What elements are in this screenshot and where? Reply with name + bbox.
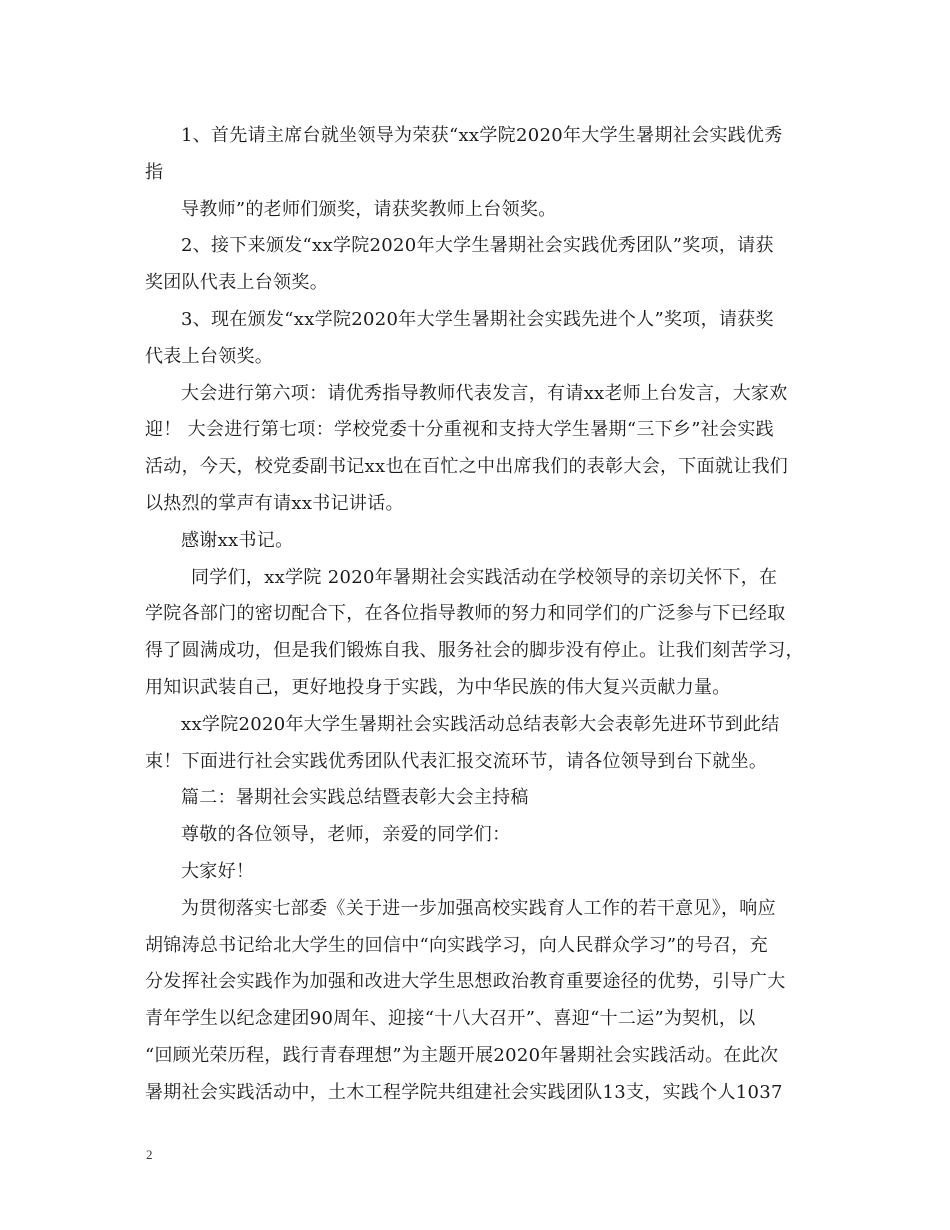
text-line: “回顾光荣历程，践行青春理想”为主题开展2020年暑期社会实践活动。在此次 [145, 1044, 779, 1066]
text-line: 束！下面进行社会实践优秀团队代表汇报交流环节，请各位领导到台下就坐。 [145, 750, 768, 772]
text-line: 得了圆满成功，但是我们锻炼自我、服务社会的脚步没有停止。让我们刻苦学习， [145, 640, 804, 662]
text-line: 同学们，xx学院 2020年暑期社会实践活动在学校领导的亲切关怀下，在 [191, 566, 778, 588]
text-line: 胡锦涛总书记给北大学生的回信中“向实践学习，向人民群众学习”的号召，充 [145, 934, 768, 956]
text-line: 奖团队代表上台领奖。 [145, 272, 328, 294]
text-line: 暑期社会实践活动中，土木工程学院共组建社会实践团队13支，实践个人1037 [145, 1081, 783, 1103]
text-line: 导教师”的老师们颁奖，请获奖教师上台领奖。 [181, 198, 557, 220]
text-line: 为贯彻落实七部委《关于进一步加强高校实践育人工作的若干意见》，响应 [181, 897, 776, 919]
text-line: 大家好！ [181, 860, 255, 882]
text-line: xx学院2020年大学生暑期社会实践活动总结表彰大会表彰先进环节到此结 [181, 713, 780, 735]
text-line: 感谢xx书记。 [181, 529, 294, 551]
text-line: 活动，今天，校党委副书记xx也在百忙之中出席我们的表彰大会，下面就让我们 [145, 456, 789, 478]
text-line: 大会进行第六项：请优秀指导教师代表发言，有请xx老师上台发言，大家欢 [181, 382, 788, 404]
text-line: 用知识武装自己，更好地投身于实践，为中华民族的伟大复兴贡献力量。 [145, 676, 731, 698]
text-line: 篇二：暑期社会实践总结暨表彰大会主持稿 [181, 787, 529, 809]
text-line: 2、接下来颁发“xx学院2020年大学生暑期社会实践优秀团队”奖项，请获 [181, 235, 774, 257]
text-line: 迎！ 大会进行第七项：学校党委十分重视和支持大学生暑期“三下乡”社会实践 [145, 419, 774, 441]
text-line: 代表上台领奖。 [145, 345, 274, 367]
text-line: 学院各部门的密切配合下，在各位指导教师的努力和同学们的广泛参与下已经取 [145, 603, 786, 625]
page-number: 2 [146, 1147, 153, 1162]
text-line: 3、现在颁发“xx学院2020年大学生暑期社会实践先进个人”奖项，请获奖 [181, 308, 774, 330]
text-line: 以热烈的掌声有请xx书记讲话。 [145, 492, 404, 514]
text-line: 1、首先请主席台就坐领导为荣获“xx学院2020年大学生暑期社会实践优秀 [181, 125, 783, 146]
text-line: 尊敬的各位领导，老师，亲爱的同学们： [181, 824, 511, 846]
text-line: 青年学生以纪念建团90周年、迎接“十八大召开”、喜迎“十二运”为契机，以 [145, 1008, 756, 1030]
text-line: 分发挥社会实践作为加强和改进大学生思想政治教育重要途径的优势，引导广大 [145, 971, 786, 993]
text-line: 指 [145, 161, 164, 183]
document-body [145, 118, 815, 1112]
